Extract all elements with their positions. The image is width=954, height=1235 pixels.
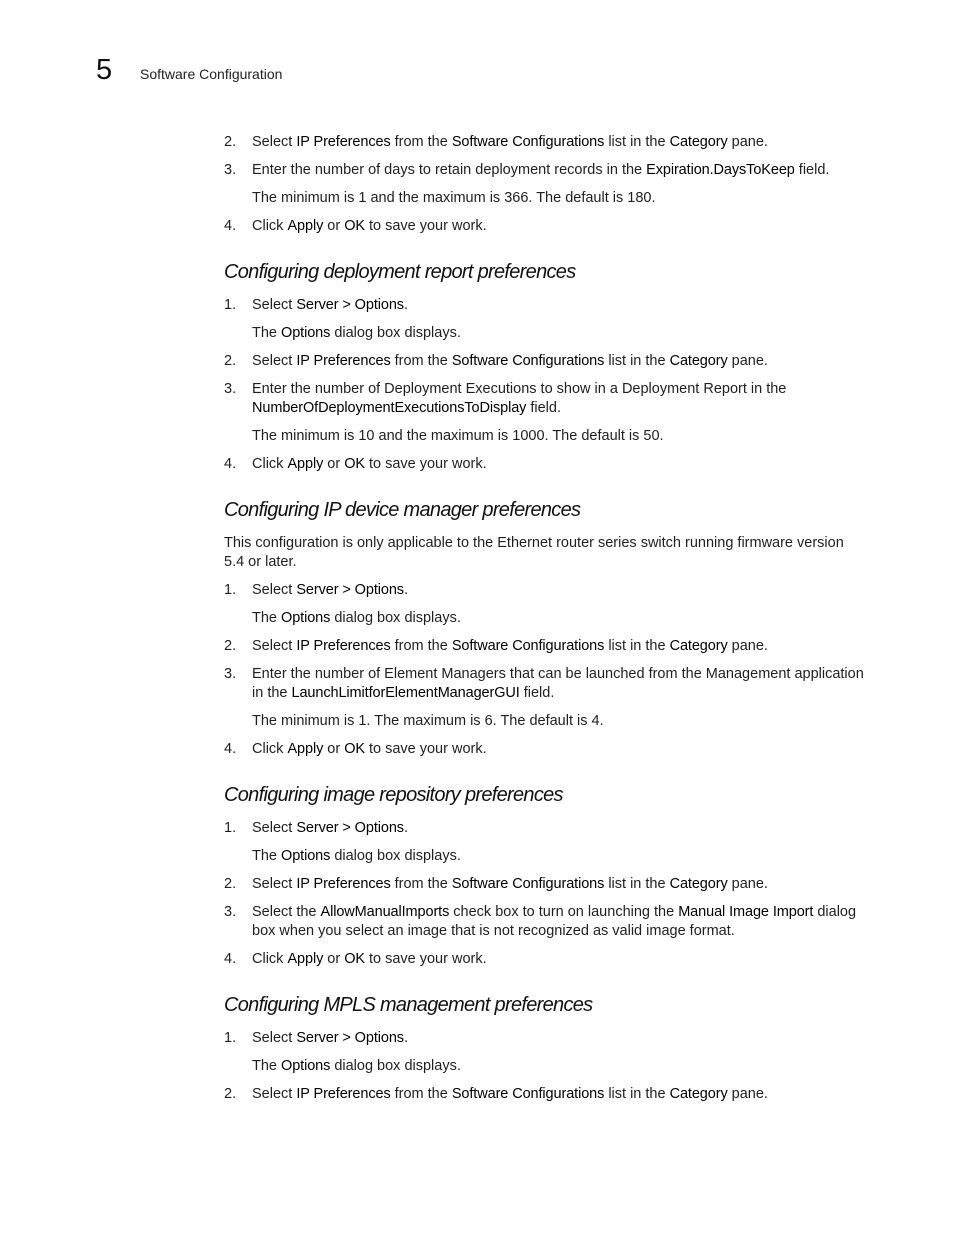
ui-term: Software Configurations [451,134,605,150]
step-number: 1. [224,582,237,598]
text-run: The [252,1058,282,1074]
step-text [252,1086,768,1102]
ui-term: AllowManualImports [320,904,450,920]
section-intro: This configuration is only applicable to the Ethernet router series switch running firmware version 5.4 or later. [224,535,844,570]
step-text [252,381,786,416]
text-run: dialog box displays. [330,610,461,626]
ui-term: Category [669,353,728,369]
text-run: The [252,325,282,341]
ui-term: IP Preferences [296,353,391,369]
text-run: Select [252,876,297,892]
ui-term: Category [669,1086,728,1102]
step-number: 1. [224,297,237,313]
step-text [252,820,408,836]
step-number: 4. [224,456,237,472]
text-run: from the [390,1086,452,1102]
ui-term: Server > Options [296,820,404,836]
text-run: field. [526,400,562,416]
step-note: The minimum is 10 and the maximum is 1000. The default is 50. [252,428,664,444]
text-run: pane. [727,1086,768,1102]
text-run: or [323,456,345,472]
ui-term: IP Preferences [296,134,391,150]
text-run: pane. [727,638,768,654]
text-run: The [252,848,282,864]
step-note [224,609,864,628]
step-text [252,353,768,369]
step-item [224,665,864,703]
step-text [252,162,829,178]
text-run: list in the [604,1086,670,1102]
text-run: or [323,741,345,757]
text-run: Click [252,741,288,757]
ui-term: Server > Options [296,582,404,598]
step-text [252,904,856,939]
ui-term: Expiration.DaysToKeep [646,162,795,178]
step-item [224,1029,864,1048]
ui-term: OK [344,741,365,757]
step-number: 2. [224,1086,237,1102]
step-item [224,352,864,371]
step-number: 2. [224,876,237,892]
step-text [252,1030,408,1046]
step-note: The minimum is 1 and the maximum is 366. The default is 180. [252,190,656,206]
ui-term: Options [281,325,331,341]
step-text [252,297,408,313]
step-item [224,133,864,152]
ui-term: IP Preferences [296,876,391,892]
ui-term: Category [669,638,728,654]
step-number: 4. [224,951,237,967]
ui-term: Software Configurations [451,1086,605,1102]
step-item [224,1085,864,1104]
ui-term: IP Preferences [296,638,391,654]
step-item [224,296,864,315]
step-item [224,819,864,838]
text-run: field. [794,162,830,178]
step-text [252,666,864,701]
step-note [224,847,864,866]
step-item [224,217,864,236]
text-run: pane. [727,353,768,369]
step-item [224,380,864,418]
text-run: Select [252,1030,297,1046]
text-run: . [403,1030,408,1046]
ui-term: Manual Image Import [678,904,814,920]
section-heading: Configuring IP device manager preferences [224,499,581,521]
step-text [252,582,408,598]
text-run: Click [252,456,288,472]
step-text [252,741,487,757]
step-number: 2. [224,353,237,369]
step-number: 1. [224,820,237,836]
text-run: Enter the number of Element Managers that can be launched from the Management application in the [252,666,864,701]
ui-term: IP Preferences [296,1086,391,1102]
text-run: from the [390,876,452,892]
ui-term: LaunchLimitforElementManagerGUI [291,685,520,701]
text-run: field. [519,685,555,701]
text-run: or [323,951,345,967]
ui-term: Server > Options [296,1030,404,1046]
step-item [224,875,864,894]
step-number: 2. [224,638,237,654]
ui-term: Options [281,610,331,626]
step-number: 2. [224,134,237,150]
ui-term: Category [669,876,728,892]
step-number: 3. [224,381,237,397]
text-run: The [252,610,282,626]
ui-term: Apply [287,456,324,472]
text-run: dialog box when you select an image that is not recognized as valid image format. [252,904,857,939]
ui-term: Software Configurations [451,876,605,892]
ui-term: OK [344,456,365,472]
text-run: to save your work. [364,951,487,967]
text-run: dialog box displays. [330,325,461,341]
ui-term: Software Configurations [451,638,605,654]
ui-term: OK [344,218,365,234]
text-run: Select the [252,904,321,920]
text-run: Select [252,638,297,654]
text-run: check box to turn on launching the [449,904,679,920]
text-run: Select [252,353,297,369]
step-text [252,638,768,654]
step-note: The minimum is 1. The maximum is 6. The default is 4. [252,713,604,729]
chapter-title: Software Configuration [140,66,283,82]
step-item [224,581,864,600]
step-text [252,456,487,472]
step-number: 3. [224,162,237,178]
text-run: Click [252,951,288,967]
section-heading: Configuring MPLS management preferences [224,994,593,1016]
section-heading: Configuring image repository preferences [224,784,563,806]
text-run: or [323,218,345,234]
step-text [252,134,768,150]
ui-term: Apply [287,951,324,967]
step-note [224,1057,864,1076]
text-run: Click [252,218,288,234]
step-number: 1. [224,1030,237,1046]
step-item [224,903,864,941]
step-item [224,637,864,656]
text-run: Select [252,582,297,598]
ui-term: Apply [287,218,324,234]
text-run: pane. [727,876,768,892]
step-number: 4. [224,218,237,234]
text-run: . [403,582,408,598]
document-body [224,133,864,1113]
step-text [252,951,487,967]
step-number: 4. [224,741,237,757]
ui-term: NumberOfDeploymentExecutionsToDisplay [252,400,527,416]
step-text [252,876,768,892]
text-run: Select [252,134,297,150]
text-run: to save your work. [364,741,487,757]
text-run: Select [252,820,297,836]
text-run: dialog box displays. [330,1058,461,1074]
chapter-number: 5 [96,54,113,86]
ui-term: Options [281,848,331,864]
text-run: list in the [604,638,670,654]
step-number: 3. [224,666,237,682]
text-run: to save your work. [364,456,487,472]
step-item [224,455,864,474]
text-run: from the [390,353,452,369]
step-item [224,740,864,759]
step-number: 3. [224,904,237,920]
step-item [224,950,864,969]
ui-term: Apply [287,741,324,757]
step-text [252,218,487,234]
ui-term: Server > Options [296,297,404,313]
step-note [224,324,864,343]
ui-term: OK [344,951,365,967]
text-run: pane. [727,134,768,150]
text-run: Select [252,1086,297,1102]
text-run: list in the [604,876,670,892]
text-run: . [403,297,408,313]
text-run: to save your work. [364,218,487,234]
section-heading: Configuring deployment report preferences [224,261,576,283]
ui-term: Software Configurations [451,353,605,369]
text-run: list in the [604,134,670,150]
text-run: from the [390,134,452,150]
text-run: from the [390,638,452,654]
text-run: Select [252,297,297,313]
ui-term: Options [281,1058,331,1074]
text-run: . [403,820,408,836]
text-run: Enter the number of days to retain deployment records in the [252,162,647,178]
ui-term: Category [669,134,728,150]
text-run: Enter the number of Deployment Executions to show in a Deployment Report in the [252,381,787,397]
step-item [224,161,864,180]
text-run: list in the [604,353,670,369]
text-run: dialog box displays. [330,848,461,864]
